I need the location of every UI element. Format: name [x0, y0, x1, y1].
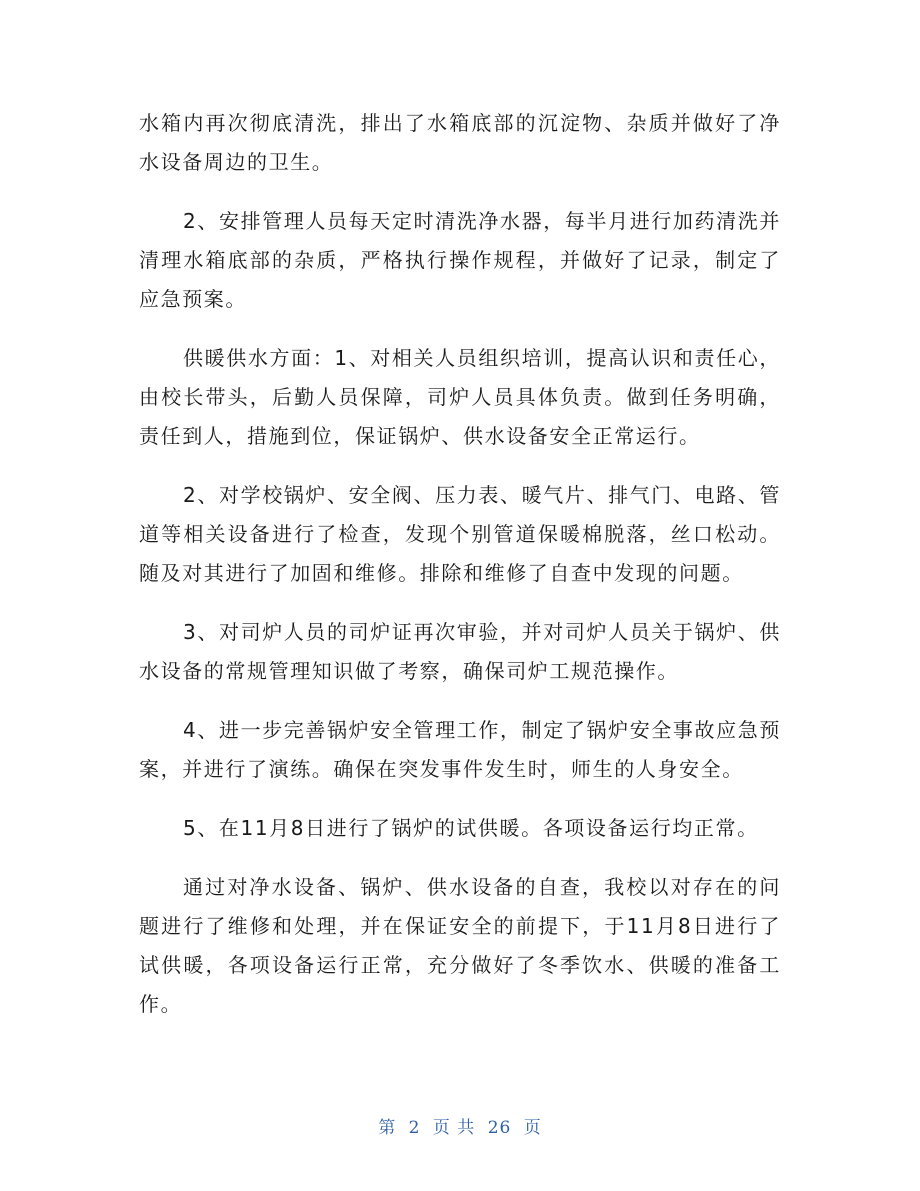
footer-mid: 页 共	[432, 1118, 476, 1138]
paragraph-heating-item-2: 2、对学校锅炉、安全阀、压力表、暖气片、排气门、电路、管道等相关设备进行了检查，发现个别管道保暖棉脱落，丝口松动。随及对其进行了加固和维修。排除和维修了自查中发现的问题。	[139, 483, 781, 585]
paragraph-water-item-2: 2、安排管理人员每天定时清洗净水器，每半月进行加药清洗并清理水箱底部的杂质，严格执行操作规程，并做好了记录，制定了应急预案。	[139, 209, 781, 311]
footer-suffix: 页	[523, 1118, 542, 1138]
paragraph-heating-item-3: 3、对司炉人员的司炉证再次审验，并对司炉人员关于锅炉、供水设备的常规管理知识做了考察，确保司炉工规范操作。	[139, 620, 781, 683]
footer-total-pages: 26	[487, 1118, 512, 1138]
page-footer	[0, 1113, 920, 1138]
paragraph-heating-item-1: 供暖供水方面：1、对相关人员组织培训，提高认识和责任心，由校长带头，后勤人员保障，司炉人员具体负责。做到任务明确，责任到人，措施到位，保证锅炉、供水设备安全正常运行。	[139, 346, 781, 448]
paragraph-conclusion: 通过对净水设备、锅炉、供水设备的自查，我校以对存在的问题进行了维修和处理，并在保证安全的前提下，于11月8日进行了试供暖，各项设备运行正常，充分做好了冬季饮水、供暖的准备工作。	[139, 875, 781, 1016]
paragraph-heating-item-4: 4、进一步完善锅炉安全管理工作，制定了锅炉安全事故应急预案，并进行了演练。确保在突发事件发生时，师生的人身安全。	[139, 718, 781, 781]
paragraph-continued: 水箱内再次彻底清洗，排出了水箱底部的沉淀物、杂质并做好了净水设备周边的卫生。	[139, 111, 781, 174]
paragraph-heating-item-5: 5、在11月8日进行了锅炉的试供暖。各项设备运行均正常。	[183, 816, 759, 840]
footer-prefix: 第	[378, 1118, 397, 1138]
document-body	[139, 104, 781, 1044]
footer-page-number: 2	[408, 1118, 421, 1138]
